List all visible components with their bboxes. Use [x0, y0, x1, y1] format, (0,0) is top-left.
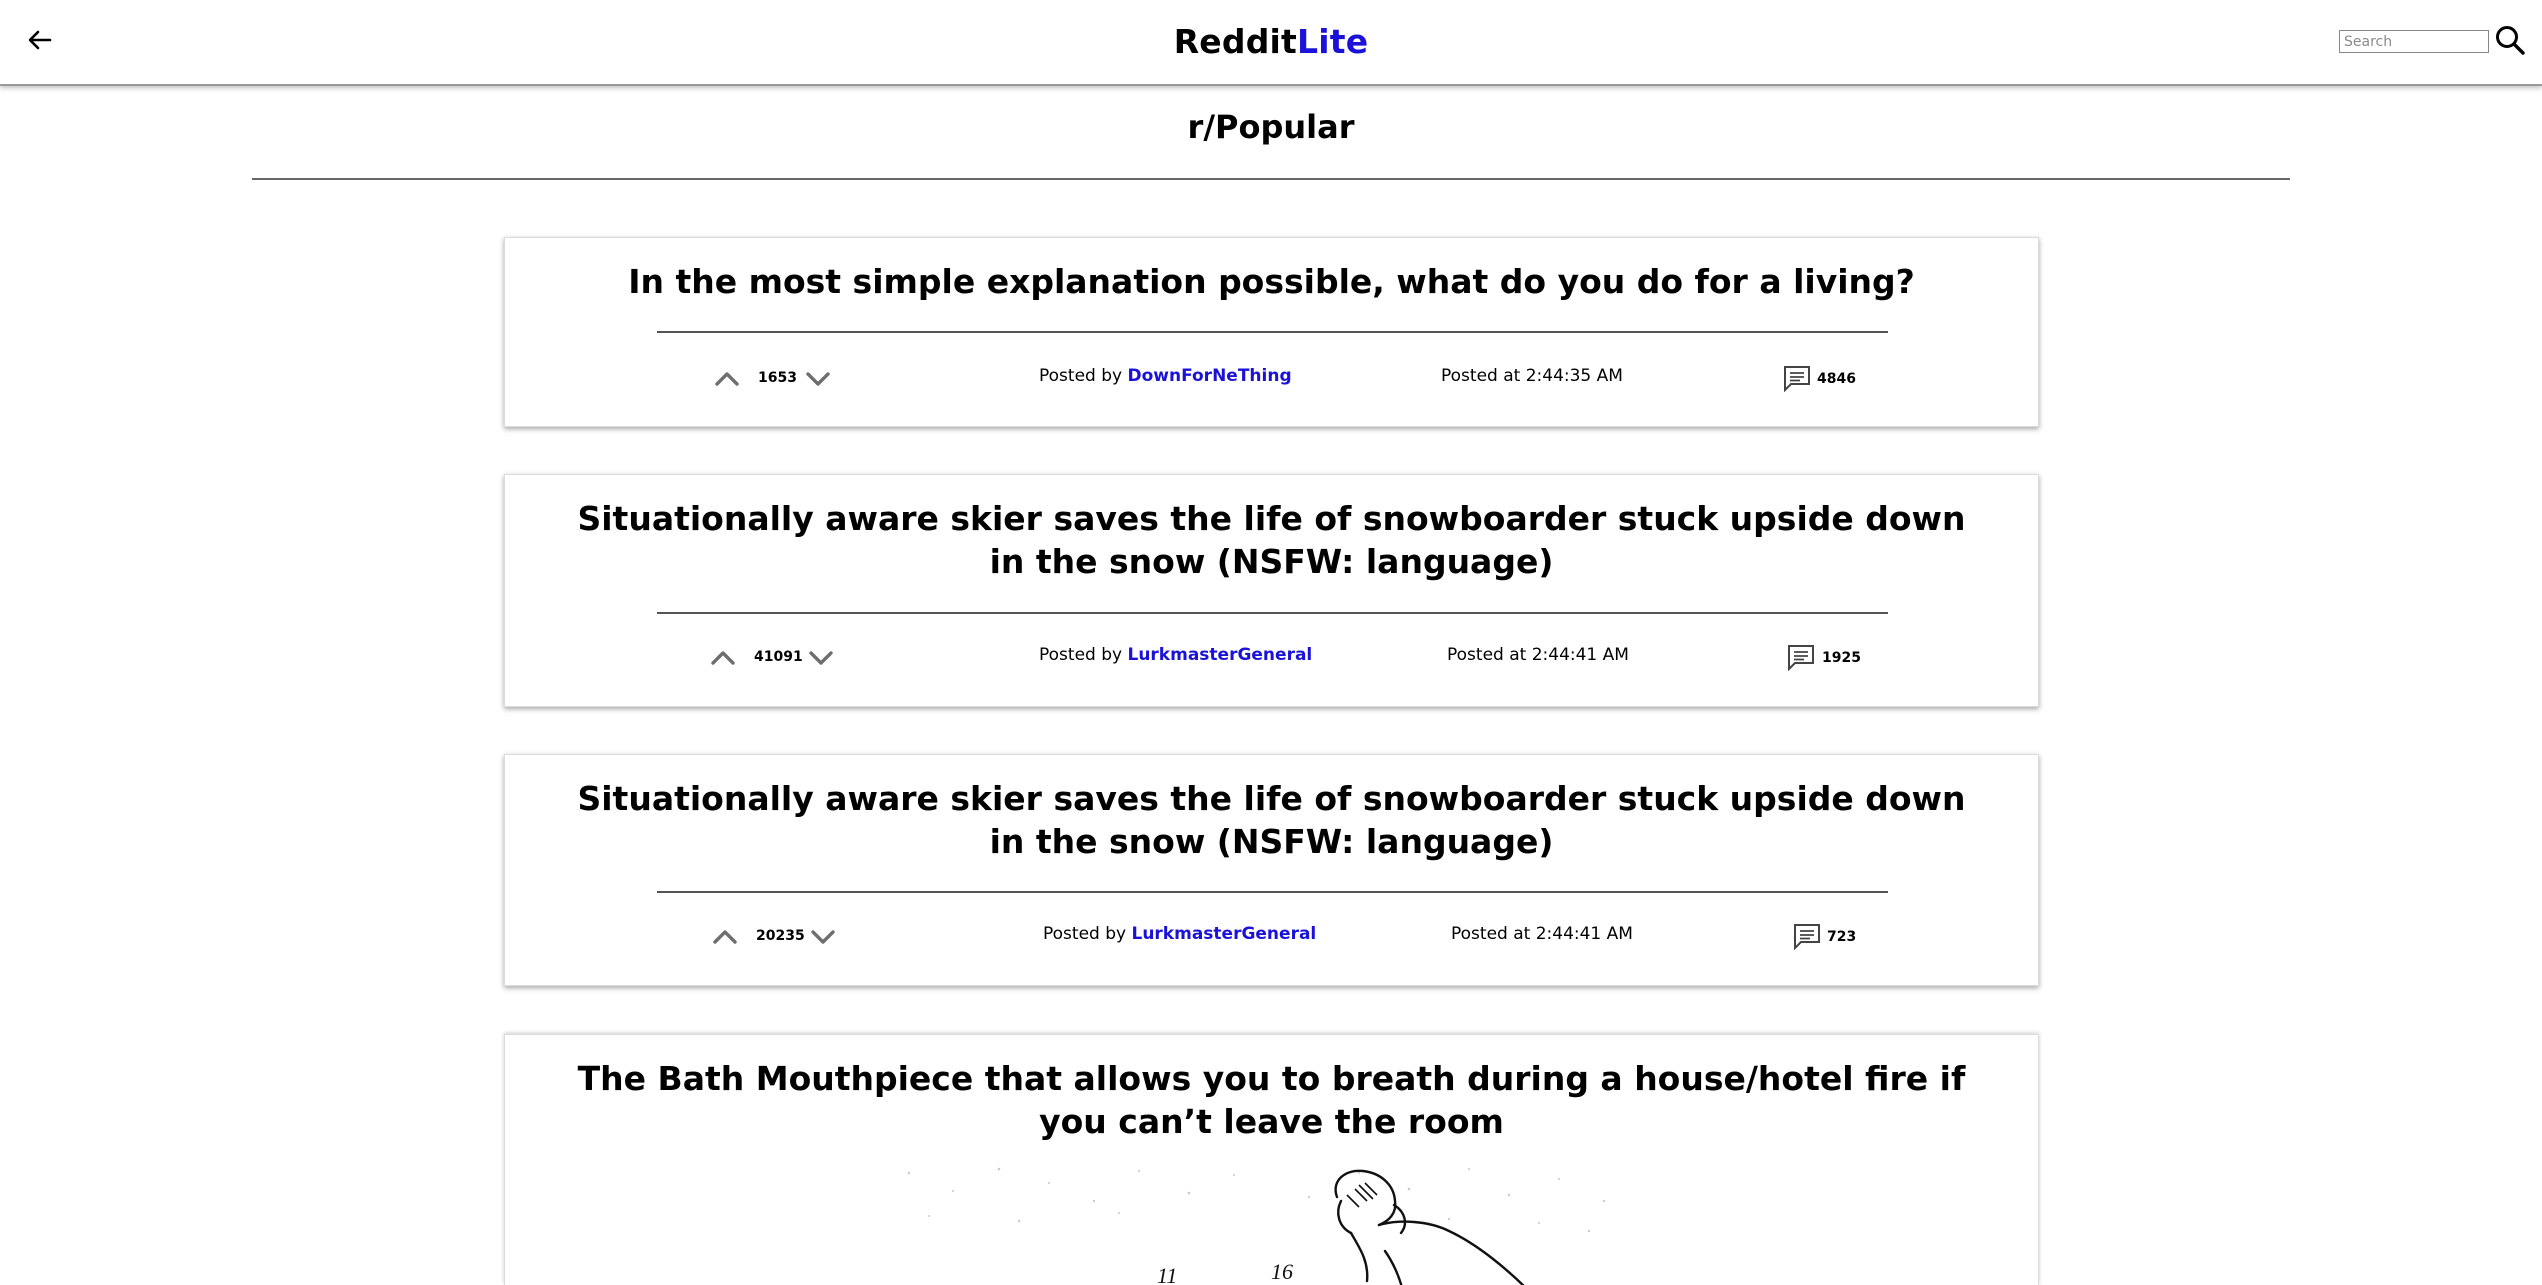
- search-icon[interactable]: [2494, 24, 2526, 56]
- post-card[interactable]: [504, 237, 2039, 427]
- comment-count: 723: [1827, 929, 1857, 945]
- upvote-chevron-up-icon[interactable]: [709, 645, 737, 669]
- brand-accent: Lite: [1297, 22, 1369, 61]
- vote-count: 20235: [756, 928, 805, 944]
- posted-by: [1039, 645, 1312, 665]
- upvote-chevron-up-icon[interactable]: [711, 924, 739, 948]
- post-title[interactable]: Situationally aware skier saves the life of snowboarder stuck upside down in the snow (NSFW: language): [577, 779, 1966, 861]
- author-link[interactable]: LurkmasterGeneral: [1127, 645, 1313, 665]
- app-logo[interactable]: [0, 22, 2542, 61]
- downvote-chevron-down-icon[interactable]: [807, 645, 835, 669]
- posted-by: [1043, 924, 1316, 944]
- post-image[interactable]: [889, 1161, 1629, 1285]
- post-title[interactable]: In the most simple explanation possible, what do you do for a living?: [628, 262, 1915, 301]
- post-title[interactable]: The Bath Mouthpiece that allows you to breath during a house/hotel fire if you can’t leave the room: [577, 1059, 1966, 1141]
- posted-at: Posted at 2:44:41 AM: [1451, 924, 1633, 944]
- comment-count: 1925: [1822, 650, 1861, 666]
- post-divider: [657, 331, 1888, 333]
- image-label: 16: [1271, 1259, 1293, 1284]
- post-divider: [657, 612, 1888, 614]
- downvote-chevron-down-icon[interactable]: [809, 924, 837, 948]
- comment-count: 4846: [1817, 371, 1856, 387]
- posted-by: [1039, 366, 1292, 386]
- post-card[interactable]: [504, 754, 2039, 986]
- page-title: r/Popular: [1187, 108, 1355, 146]
- downvote-chevron-down-icon[interactable]: [804, 366, 832, 390]
- title-divider: [252, 178, 2290, 180]
- comment-bubble-icon[interactable]: [1793, 922, 1821, 950]
- posted-at: Posted at 2:44:35 AM: [1441, 366, 1623, 386]
- posted-by-label: Posted by: [1043, 924, 1127, 944]
- top-bar: [0, 0, 2542, 86]
- brand-main: Reddit: [1173, 22, 1298, 61]
- vote-count: 1653: [758, 370, 797, 386]
- post-meta: [505, 639, 2040, 679]
- image-label: 11: [1157, 1263, 1178, 1285]
- post-card[interactable]: [504, 1034, 2039, 1285]
- search-input[interactable]: [2339, 30, 2489, 53]
- comment-bubble-icon[interactable]: [1787, 643, 1815, 671]
- post-card[interactable]: [504, 474, 2039, 707]
- posted-at: Posted at 2:44:41 AM: [1447, 645, 1629, 665]
- comment-bubble-icon[interactable]: [1783, 364, 1811, 392]
- author-link[interactable]: DownForNeThing: [1127, 366, 1292, 386]
- vote-count: 41091: [754, 649, 803, 665]
- post-meta: [505, 360, 2040, 400]
- post-meta: [505, 918, 2040, 958]
- upvote-chevron-up-icon[interactable]: [713, 366, 741, 390]
- post-title[interactable]: Situationally aware skier saves the life of snowboarder stuck upside down in the snow (NSFW: language): [577, 499, 1966, 581]
- posted-by-label: Posted by: [1039, 645, 1123, 665]
- posted-by-label: Posted by: [1039, 366, 1123, 386]
- author-link[interactable]: LurkmasterGeneral: [1131, 924, 1317, 944]
- post-divider: [657, 891, 1888, 893]
